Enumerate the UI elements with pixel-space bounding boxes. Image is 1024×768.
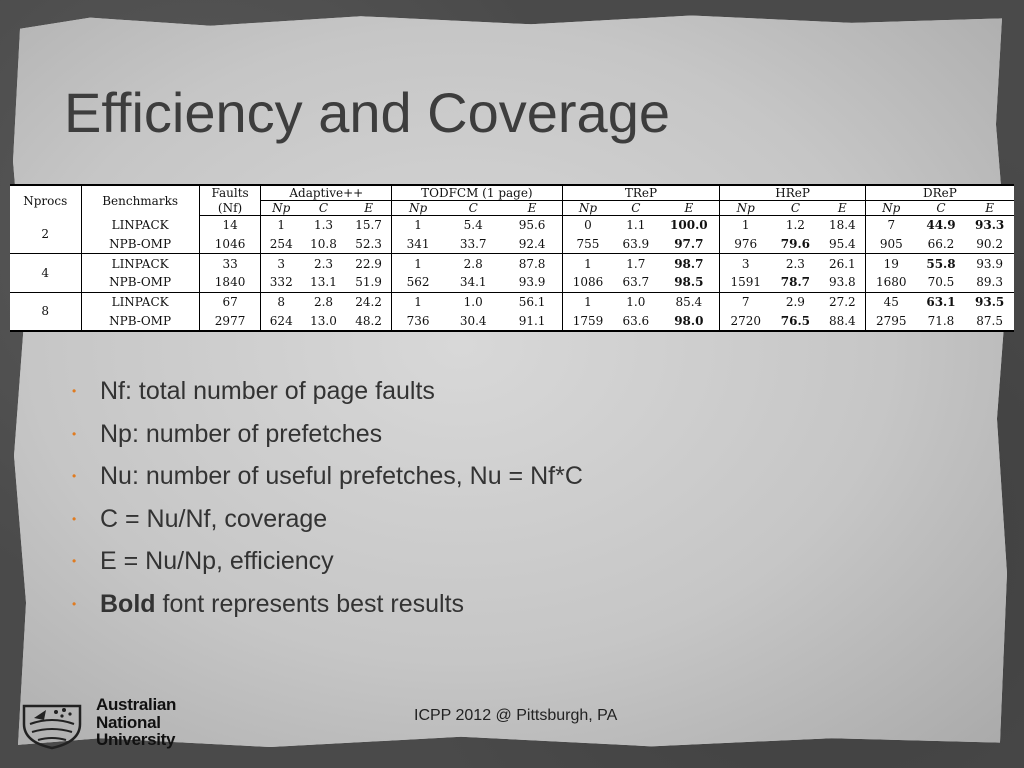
header-faults-sub: (Nf) xyxy=(199,201,261,216)
cell-value: 13.0 xyxy=(310,313,337,328)
cell-value: 1759 xyxy=(562,311,613,330)
header-np: Np xyxy=(392,201,444,216)
cell-faults: 1840 xyxy=(199,273,261,292)
header-e: E xyxy=(503,201,563,216)
header-np: Np xyxy=(720,201,771,216)
cell-nprocs: 2 xyxy=(41,227,50,242)
cell-value: 88.4 xyxy=(828,313,856,328)
cell-value: 44.9 xyxy=(926,218,956,233)
crest-icon xyxy=(16,696,88,750)
cell-value: 95.6 xyxy=(518,218,546,233)
cell-value: 92.4 xyxy=(518,237,546,252)
bullet-item xyxy=(72,544,583,587)
header-e: E xyxy=(658,201,720,216)
cell-value: 93.9 xyxy=(518,275,546,290)
cell-value: 97.7 xyxy=(674,237,704,252)
cell-value: 48.2 xyxy=(355,313,382,328)
cell-value: 1.3 xyxy=(313,218,334,233)
header-np: Np xyxy=(562,201,613,216)
cell-value: 1591 xyxy=(720,273,771,292)
bullet-bold-text: Bold xyxy=(100,589,156,618)
cell-value: 1.2 xyxy=(785,218,805,233)
bullet-text: Np: number of prefetches xyxy=(100,419,383,448)
table-row xyxy=(10,216,1014,235)
bullet-text: font represents best results xyxy=(155,589,465,618)
header-group-drep: DReP xyxy=(865,186,1014,201)
cell-value: 63.6 xyxy=(622,313,650,328)
cell-value: 89.3 xyxy=(976,275,1003,290)
logo-line-3: University xyxy=(96,730,176,749)
bullet-list xyxy=(72,374,583,629)
cell-value: 79.6 xyxy=(780,237,811,252)
cell-value: 2.9 xyxy=(771,292,820,311)
cell-value: 27.2 xyxy=(820,292,866,311)
header-c: C xyxy=(301,201,346,216)
cell-value: 2720 xyxy=(720,311,771,330)
cell-benchmark: NPB-OMP xyxy=(81,235,199,254)
bullet-dot-icon: • xyxy=(72,554,77,568)
cell-value: 1.1 xyxy=(626,218,646,233)
table-row xyxy=(10,311,1014,330)
header-e: E xyxy=(820,201,866,216)
cell-value: 34.1 xyxy=(459,275,487,290)
cell-benchmark: LINPACK xyxy=(81,292,199,311)
table-row xyxy=(10,292,1014,311)
cell-value: 1 xyxy=(720,216,771,235)
header-group-hrep: HReP xyxy=(720,186,866,201)
cell-value: 562 xyxy=(392,273,444,292)
cell-value: 63.7 xyxy=(622,275,650,290)
header-c: C xyxy=(771,201,820,216)
cell-benchmark: LINPACK xyxy=(81,254,199,273)
bullet-text: Nu: number of useful prefetches, Nu = Nf*C xyxy=(100,462,583,490)
cell-faults: 33 xyxy=(199,254,261,273)
header-benchmarks: Benchmarks xyxy=(81,186,199,216)
cell-value: 1086 xyxy=(562,273,613,292)
cell-value: 1 xyxy=(392,254,444,273)
cell-value: 905 xyxy=(865,235,916,254)
cell-value: 63.1 xyxy=(917,292,966,311)
cell-value: 13.1 xyxy=(310,275,337,290)
results-table xyxy=(10,184,1014,332)
cell-value: 7 xyxy=(865,216,916,235)
slide-title: Efficiency and Coverage xyxy=(64,81,670,144)
cell-nprocs: 4 xyxy=(10,254,81,292)
bullet-item xyxy=(72,417,583,460)
cell-value: 98.0 xyxy=(674,313,704,328)
cell-value: 24.2 xyxy=(346,292,392,311)
cell-value: 624 xyxy=(261,311,301,330)
cell-value: 736 xyxy=(392,311,444,330)
cell-value: 18.4 xyxy=(828,218,856,233)
cell-value: 98.5 xyxy=(674,275,704,290)
cell-value: 2.3 xyxy=(301,254,346,273)
cell-value: 5.4 xyxy=(463,218,483,233)
header-np: Np xyxy=(261,201,301,216)
cell-value: 66.2 xyxy=(927,237,955,252)
cell-value: 8 xyxy=(261,292,301,311)
cell-value: 91.1 xyxy=(518,313,546,328)
cell-value: 15.7 xyxy=(355,218,382,233)
cell-value: 33.7 xyxy=(459,237,487,252)
cell-value: 976 xyxy=(720,235,771,254)
cell-value: 755 xyxy=(562,235,613,254)
header-c: C xyxy=(613,201,658,216)
header-e: E xyxy=(346,201,392,216)
bullet-dot-icon: • xyxy=(72,511,77,526)
header-group-trep: TReP xyxy=(562,186,720,201)
cell-benchmark: LINPACK xyxy=(81,216,199,235)
cell-value: 78.7 xyxy=(780,275,811,290)
cell-value: 45 xyxy=(865,292,916,311)
cell-value: 90.2 xyxy=(976,237,1003,252)
cell-faults: 1046 xyxy=(199,235,261,254)
cell-faults: 2977 xyxy=(199,311,261,330)
bullet-text: C = Nu/Nf, coverage xyxy=(100,504,328,533)
cell-value: 10.8 xyxy=(310,237,337,252)
bullet-item xyxy=(72,587,583,630)
cell-value: 26.1 xyxy=(820,254,866,273)
cell-value: 85.4 xyxy=(658,292,720,311)
cell-value: 2.3 xyxy=(771,254,820,273)
header-e: E xyxy=(965,201,1014,216)
cell-value: 1.0 xyxy=(444,292,503,311)
header-group-adaptive: Adaptive++ xyxy=(261,186,392,201)
bullet-dot-icon: • xyxy=(72,469,77,483)
cell-value: 1680 xyxy=(865,273,916,292)
footer-text: ICPP 2012 @ Pittsburgh, PA xyxy=(414,707,618,724)
cell-value: 87.8 xyxy=(503,254,563,273)
cell-value: 341 xyxy=(392,235,444,254)
cell-value: 98.7 xyxy=(658,254,720,273)
bullet-item xyxy=(72,459,583,502)
cell-value: 1 xyxy=(392,292,444,311)
header-np: Np xyxy=(865,201,916,216)
bullet-dot-icon: • xyxy=(72,384,77,398)
cell-value: 1 xyxy=(261,216,301,235)
header-group-todfcm: TODFCM (1 page) xyxy=(392,186,562,201)
cell-value: 22.9 xyxy=(346,254,392,273)
cell-value: 0 xyxy=(562,216,613,235)
logo-line-1: Australian xyxy=(96,695,177,714)
cell-value: 1.7 xyxy=(613,254,658,273)
cell-value: 1 xyxy=(392,216,444,235)
cell-value: 2.8 xyxy=(301,292,346,311)
cell-value: 100.0 xyxy=(670,218,708,233)
header-nprocs: Nprocs xyxy=(23,193,68,208)
cell-value: 56.1 xyxy=(503,292,563,311)
cell-value: 2.8 xyxy=(444,254,503,273)
bullet-text: E = Nu/Np, efficiency xyxy=(100,547,334,575)
table-row xyxy=(10,235,1014,254)
cell-value: 93.8 xyxy=(828,275,856,290)
cell-value: 93.3 xyxy=(975,218,1005,233)
cell-value: 63.9 xyxy=(622,237,650,252)
cell-value: 71.8 xyxy=(927,313,955,328)
table-row xyxy=(10,254,1014,273)
bullet-item xyxy=(72,374,583,417)
cell-value: 93.9 xyxy=(965,254,1014,273)
cell-value: 7 xyxy=(720,292,771,311)
cell-value: 93.5 xyxy=(965,292,1014,311)
bullet-dot-icon: • xyxy=(72,596,77,611)
cell-value: 70.5 xyxy=(927,275,955,290)
cell-nprocs: 8 xyxy=(10,292,81,330)
cell-value: 87.5 xyxy=(976,313,1003,328)
bullet-item xyxy=(72,502,583,545)
cell-value: 30.4 xyxy=(459,313,487,328)
cell-value: 76.5 xyxy=(780,313,811,328)
bullet-dot-icon: • xyxy=(72,426,77,441)
cell-value: 3 xyxy=(261,254,301,273)
cell-value: 55.8 xyxy=(917,254,966,273)
cell-value: 52.3 xyxy=(355,237,382,252)
cell-value: 1 xyxy=(562,292,613,311)
header-faults: Faults xyxy=(199,186,261,201)
bullet-text: Nf: total number of page faults xyxy=(100,377,435,405)
cell-value: 1 xyxy=(562,254,613,273)
cell-value: 3 xyxy=(720,254,771,273)
table-row xyxy=(10,273,1014,292)
anu-logo xyxy=(16,694,186,752)
cell-value: 1.0 xyxy=(613,292,658,311)
cell-value: 2795 xyxy=(865,311,916,330)
cell-benchmark: NPB-OMP xyxy=(81,311,199,330)
cell-value: 19 xyxy=(865,254,916,273)
cell-value: 51.9 xyxy=(355,275,382,290)
cell-value: 95.4 xyxy=(828,237,856,252)
cell-value: 332 xyxy=(261,273,301,292)
cell-benchmark: NPB-OMP xyxy=(81,273,199,292)
header-c: C xyxy=(917,201,966,216)
header-c: C xyxy=(444,201,503,216)
cell-value: 254 xyxy=(261,235,301,254)
logo-line-2: National xyxy=(96,712,161,732)
cell-faults: 14 xyxy=(199,216,261,235)
cell-faults: 67 xyxy=(199,292,261,311)
